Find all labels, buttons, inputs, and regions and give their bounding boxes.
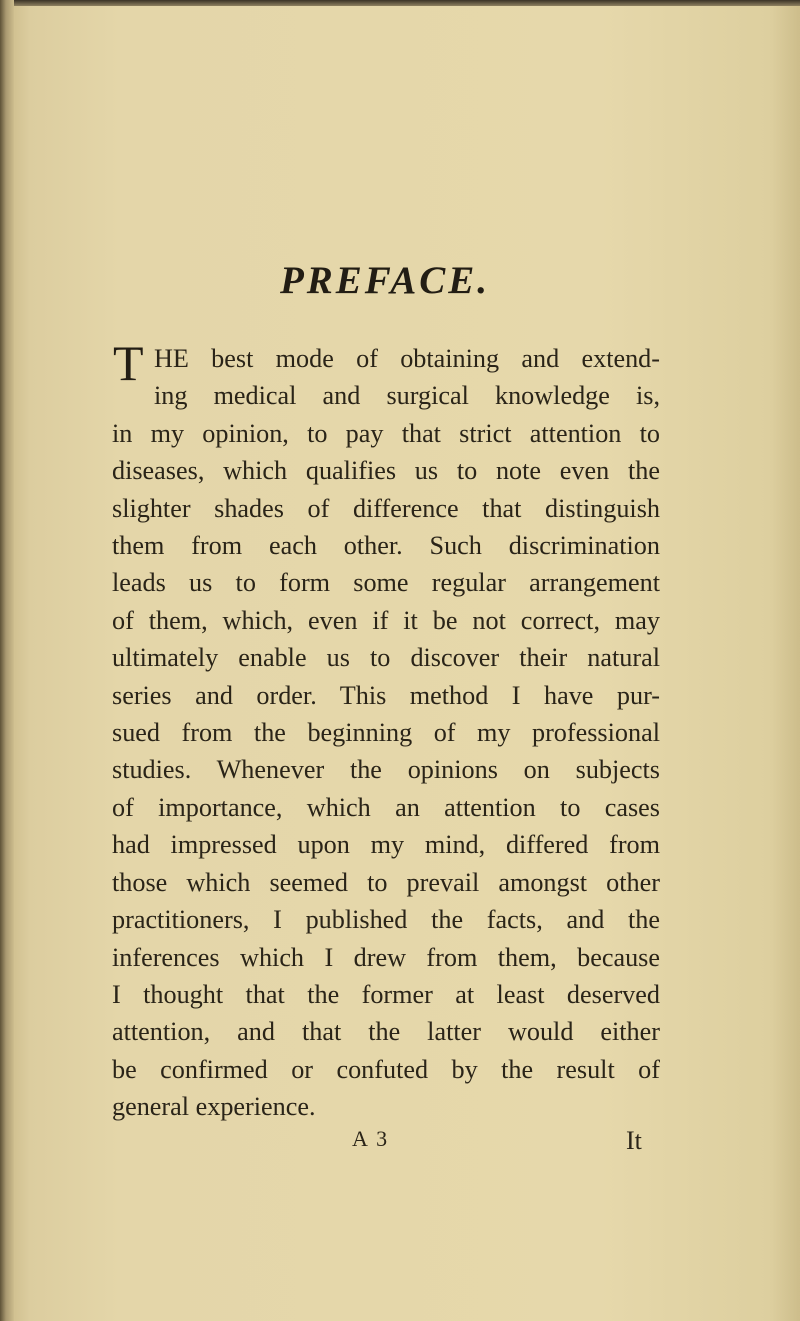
page-top-edge [0, 0, 800, 6]
text-line: of them, which, even if it be not correct, may [112, 605, 660, 635]
text-line: in my opinion, to pay that strict attention to [112, 418, 660, 448]
text-line: leads us to form some regular arrangement [112, 568, 660, 598]
text-line: studies. Whenever the opinions on subjects [112, 755, 660, 785]
signature-mark: A 3 [352, 1126, 390, 1151]
text-line: series and order. This method I have pur- [112, 680, 660, 710]
text-line: general experience. [112, 1092, 316, 1122]
text-line: ultimately enable us to discover their natural [112, 643, 660, 673]
text-line: inferences which I drew from them, because [112, 942, 660, 972]
text-line: had impressed upon my mind, differed from [112, 830, 660, 860]
page-heading: PREFACE. [279, 259, 491, 302]
text-line: slighter shades of difference that distinguish [112, 493, 660, 523]
catchword: It [626, 1126, 642, 1155]
text-line: diseases, which qualifies us to note even the [112, 456, 660, 486]
drop-cap-letter: T [113, 335, 144, 391]
page-binding-shadow [0, 0, 14, 1321]
text-line: them from each other. Such discrimination [112, 531, 660, 561]
text-line: ing medical and surgical knowledge is, [154, 381, 660, 411]
text-line: of importance, which an attention to cases [112, 792, 660, 822]
text-line: attention, and that the latter would either [112, 1017, 660, 1047]
text-line: be confirmed or confuted by the result of [112, 1054, 660, 1084]
text-line: sued from the beginning of my professional [112, 718, 660, 748]
preface-paragraph [112, 335, 660, 1126]
text-line: those which seemed to prevail amongst other [112, 867, 660, 897]
text-line: I thought that the former at least deserved [112, 979, 660, 1009]
text-line: HE best mode of obtaining and extend- [154, 344, 660, 373]
text-line: practitioners, I published the facts, and the [112, 905, 660, 935]
